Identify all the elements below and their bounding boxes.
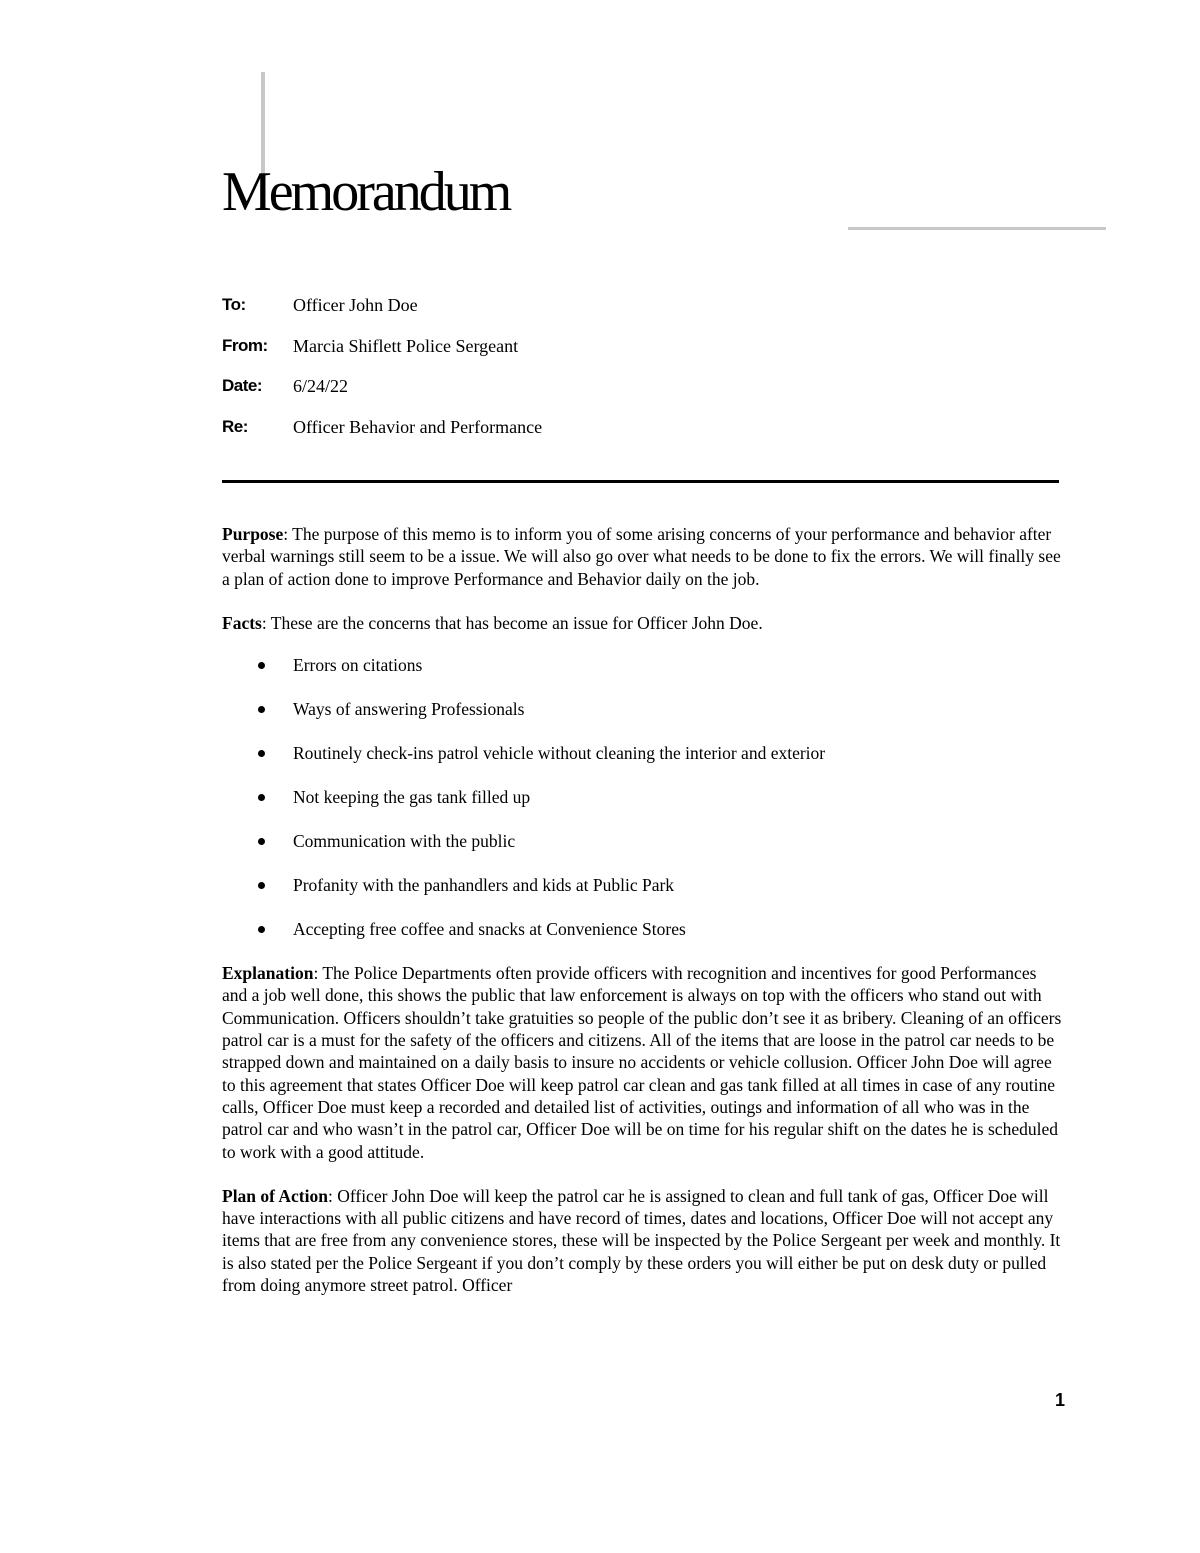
list-item: [222, 830, 1062, 874]
list-item: [222, 742, 1062, 786]
facts-list: [222, 654, 1062, 942]
facts-heading: Facts: [222, 612, 262, 633]
facts-paragraph: [222, 612, 1062, 634]
purpose-text: : The purpose of this memo is to inform you of some arising concerns of your performance and behavior after verbal warnings still seem to be a issue. We will also go over what needs to be done to fix the errors. We will finally see a plan of action done to improve Performance and Behavior daily on the job.: [222, 524, 1061, 589]
list-item: [222, 698, 1062, 742]
field-to-label: To:: [222, 295, 246, 314]
field-date-value: 6/24/22: [293, 376, 349, 396]
purpose-paragraph: [222, 523, 1062, 590]
field-from: [222, 334, 1022, 375]
plan-paragraph: [222, 1185, 1062, 1296]
bullet-icon: [258, 662, 265, 669]
plan-text: : Officer John Doe will keep the patrol car he is assigned to clean and full tank of gas, Officer Doe will have interactions with all public citizens and have record of times, dates and locations, Officer Doe will not accept any items that are free from any convenience stores, these will be inspected by the Police Sergeant per week and monthly. It is also stated per the Police Sergeant if you don’t comply by these orders you will either be put on desk duty or pulled from doing anymore street patrol. Officer: [222, 1185, 1061, 1296]
list-item-text: Communication with the public: [293, 831, 516, 852]
plan-heading: Plan of Action: [222, 1185, 328, 1206]
bullet-icon: [258, 706, 265, 713]
facts-text: : These are the concerns that has become an issue for Officer John Doe.: [261, 612, 763, 633]
header-divider: [222, 480, 1059, 483]
field-from-label: From:: [222, 335, 268, 355]
field-re: [222, 415, 1022, 456]
memo-title: Memorandum: [222, 161, 510, 223]
list-item: [222, 654, 1062, 698]
decorative-horizontal-rule: [848, 227, 1106, 230]
page-number: 1: [1055, 1390, 1066, 1410]
bullet-icon: [258, 794, 265, 801]
explanation-text: : The Police Departments often provide officers with recognition and incentives for good Performances and a job well done, this shows the public that law enforcement is always on top with the officers who stand out with Communication. Officers shouldn’t take gratuities so people of the public don’t see it as bribery. Cleaning of an officers patrol car is a must for the safety of the officers and citizens. All of the items that are loose in the patrol car needs to be strapped down and maintained on a daily basis to insure no accidents or vehicle collusion. Officer John Doe will agree to this agreement that states Officer Doe will keep patrol car clean and gas tank filled at all times in case of any routine calls, Officer Doe must keep a recorded and detailed list of activities, outings and information of all who was in the patrol car and who wasn’t in the patrol car, Officer Doe will be on time for his regular shift on the dates he is scheduled to work with a good attitude.: [222, 963, 1062, 1162]
list-item-text: Ways of answering Professionals: [293, 699, 525, 720]
list-item: [222, 786, 1062, 830]
list-item-text: Routinely check-ins patrol vehicle without cleaning the interior and exterior: [293, 743, 826, 764]
bullet-icon: [258, 838, 265, 845]
explanation-paragraph: [222, 962, 1062, 1163]
field-to-value: Officer John Doe: [293, 295, 418, 315]
bullet-icon: [258, 926, 265, 933]
list-item: [222, 874, 1062, 918]
list-item-text: Errors on citations: [293, 655, 423, 676]
list-item-text: Profanity with the panhandlers and kids at Public Park: [293, 875, 675, 896]
list-item-text: Not keeping the gas tank filled up: [293, 787, 531, 808]
field-re-label: Re:: [222, 416, 248, 436]
memo-header-fields: [222, 293, 1022, 455]
purpose-heading: Purpose: [222, 524, 284, 544]
bullet-icon: [258, 750, 265, 757]
field-date-label: Date:: [222, 376, 263, 395]
list-item-text: Accepting free coffee and snacks at Convenience Stores: [293, 919, 686, 940]
field-to: [222, 293, 1022, 334]
memo-body: [222, 523, 1062, 1318]
field-re-value: Officer Behavior and Performance: [293, 416, 543, 437]
field-date: [222, 374, 1022, 415]
list-item: [222, 918, 1062, 942]
bullet-icon: [258, 882, 265, 889]
field-from-value: Marcia Shiflett Police Sergeant: [293, 335, 519, 356]
explanation-heading: Explanation: [222, 963, 314, 984]
